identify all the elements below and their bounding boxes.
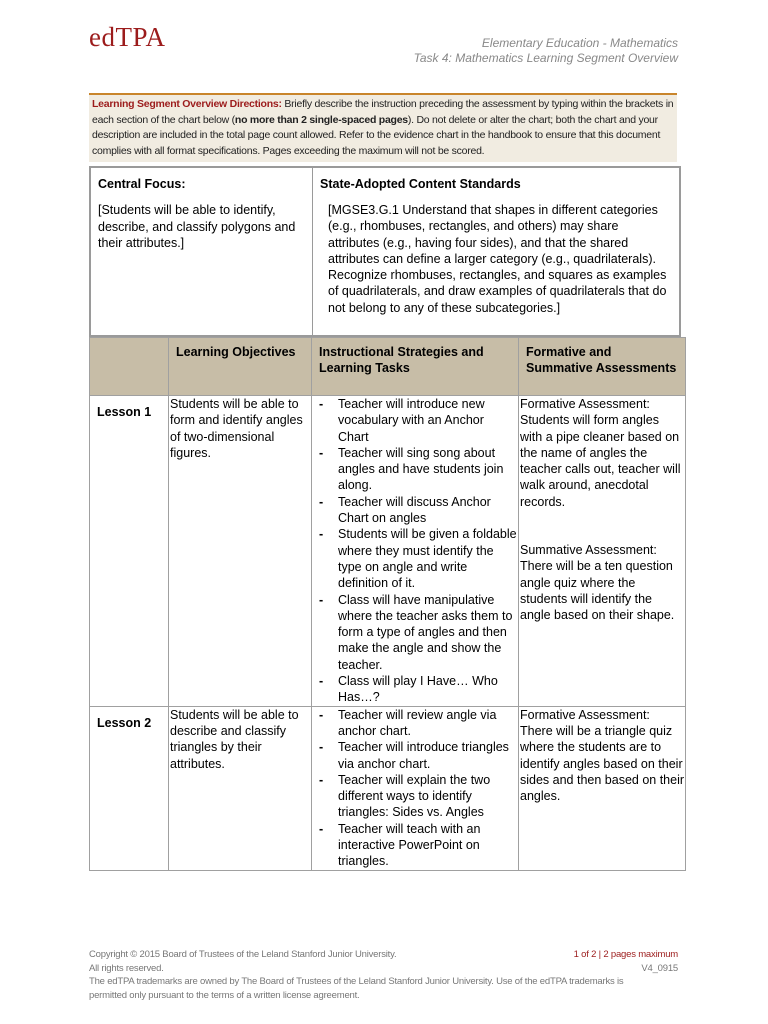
- table-row: [90, 706, 686, 870]
- rights-line: All rights reserved.: [89, 962, 164, 974]
- header-strategies: Instructional Strategies and Learning Tasks: [312, 338, 519, 396]
- task-item: [313, 526, 517, 591]
- task-item: [313, 445, 517, 494]
- central-focus-title: Central Focus:: [98, 177, 186, 191]
- page-count: 1 of 2 | 2 pages maximum: [573, 949, 678, 960]
- edtpa-logo: edTPA: [89, 22, 166, 52]
- task-text: Class will have manipulative where the teacher asks them to form a type of angles and then make the angle and show the teacher.: [338, 592, 513, 672]
- task-item: [313, 494, 517, 527]
- formative-assessment: Formative Assessment: Students will form angles with a pipe cleaner based on the name of angles the teacher calls out, teacher will walk around, anecdotal records.: [520, 397, 681, 509]
- directions-text-1: Briefly describe the instruction preceding the assessment by typing within the brackets in each section of the chart below (: [92, 98, 674, 126]
- footer-copyright: [89, 948, 649, 1002]
- version-label: V4_0915: [641, 962, 678, 974]
- header-lesson: [90, 338, 169, 396]
- task-item: [313, 707, 517, 740]
- task-text: Teacher will discuss Anchor Chart on angles: [338, 494, 491, 526]
- central-focus-body[interactable]: [Students will be able to identify, describe, and classify polygons and their attributes.]: [98, 203, 296, 250]
- table-header-row: [90, 338, 686, 396]
- lesson-table: [89, 337, 686, 871]
- lesson-assessments[interactable]: [519, 396, 686, 707]
- task-text: Teacher will explain the two different ways to identify triangles: Sides vs. Angles: [338, 772, 491, 820]
- task-item: [313, 772, 517, 821]
- header-assessments: Formative and Summative Assessments: [519, 338, 686, 396]
- header-objectives: Learning Objectives: [169, 338, 312, 396]
- task-text: Teacher will review angle via anchor chart.: [338, 707, 497, 738]
- directions-lead: Learning Segment Overview Directions:: [92, 98, 282, 110]
- standards-title: State-Adopted Content Standards: [320, 177, 521, 191]
- trademark-line: The edTPA trademarks are owned by The Board of Trustees of the Leland Stanford Junior University. Use of the edTPA trademarks is permitted only pursuant to the terms of a written license agreement.: [89, 976, 624, 1001]
- formative-assessment: Formative Assessment: There will be a triangle quiz where the students are to identify angles based on their sides and then based on their angles.: [520, 707, 685, 804]
- directions-bold: no more than 2 single-spaced pages: [234, 113, 408, 126]
- table-row: [90, 396, 686, 707]
- directions-box: [89, 93, 677, 162]
- lesson-objective[interactable]: Students will be able to form and identify angles of two-dimensional figures.: [169, 396, 312, 707]
- task-text: Teacher will sing song about angles and have students join along.: [338, 445, 504, 493]
- document-subtitle: [414, 36, 678, 66]
- footer-page-info: [574, 948, 678, 975]
- task-item: [313, 592, 517, 673]
- task-text: Class will play I Have… Who Has…?: [338, 674, 498, 705]
- task-item: [313, 739, 517, 772]
- task-text: Teacher will introduce triangles via anchor chart.: [338, 740, 509, 771]
- task-text: Teacher will teach with an interactive PowerPoint on triangles.: [338, 821, 481, 869]
- lesson-objective[interactable]: Students will be able to describe and classify triangles by their attributes.: [169, 706, 312, 870]
- summative-assessment: Summative Assessment: There will be a ten question angle quiz where the students will identify the angle based on their shape.: [520, 543, 675, 623]
- subtitle-line-2: Task 4: Mathematics Learning Segment Overview: [413, 51, 678, 65]
- task-text: Students will be given a foldable where they must identify the type on angle and write definition of it.: [338, 527, 517, 591]
- task-item: [313, 673, 517, 706]
- task-text: Teacher will introduce new vocabulary with an Anchor Chart: [338, 397, 485, 444]
- focus-standards-box: [89, 166, 681, 337]
- lesson-label: Lesson 2: [90, 706, 169, 870]
- column-divider: [312, 168, 313, 335]
- subtitle-line-1: Elementary Education - Mathematics: [481, 36, 678, 50]
- standards-body[interactable]: [MGSE3.G.1 Understand that shapes in different categories (e.g., rhombuses, rectangles, and others) may share attributes (e.g., having four sides), and that the shared attributes can define a larger category (e.g., quadrilaterals). Recognize rhombuses, rectangles, and squares as examples of quadrilaterals, and draw examples of quadrilaterals that do not belong to any of these subcategories.]: [328, 203, 667, 315]
- lesson-tasks[interactable]: [312, 706, 519, 870]
- task-item: [313, 821, 517, 870]
- copyright-line: Copyright © 2015 Board of Trustees of the Leland Stanford Junior University.: [89, 949, 397, 960]
- lesson-assessments[interactable]: [519, 706, 686, 870]
- lesson-tasks[interactable]: [312, 396, 519, 707]
- task-item: [313, 396, 517, 445]
- lesson-label: Lesson 1: [90, 396, 169, 707]
- directions-text-2: ). Do not delete or alter the chart; both the chart and your description are included in the total page count allowed. Refer to the evidence chart in the handbook to ensure that this document complies with all format specifications. Pages exceeding the maximum will not be scored.: [92, 113, 661, 157]
